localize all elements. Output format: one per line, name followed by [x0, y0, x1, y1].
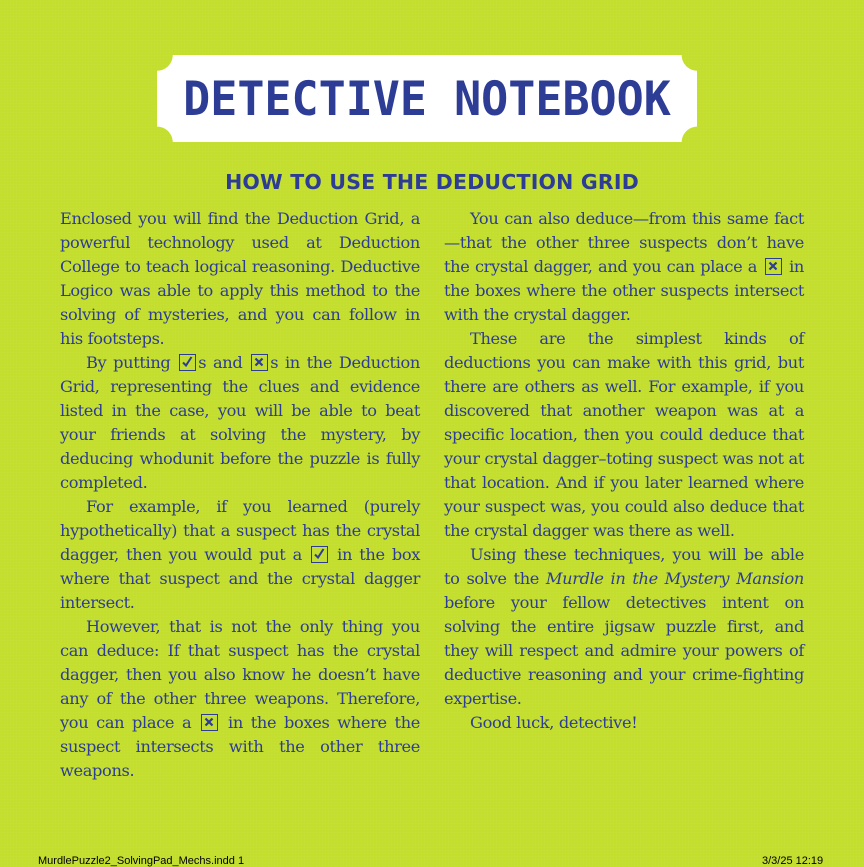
paragraph-example: For example, if you learned (purely hypothetically) that a suspect has the crystal dagger, then you would put a in the box where that suspect and the crystal dagger intersect.	[60, 497, 421, 612]
page-title: DETECTIVE NOTEBOOK	[183, 70, 671, 127]
paragraph-intro: Enclosed you will find the Deduction Grid, a powerful technology used at Deduction College to teach logical reasoning. Deductive Logico was able to apply this method to the solving of mysteries, and you can follow in his footsteps.	[60, 209, 420, 348]
right-column	[444, 207, 804, 735]
x-box-icon	[251, 354, 268, 371]
section-heading: HOW TO USE THE DEDUCTION GRID	[225, 170, 639, 194]
x-box-icon	[201, 714, 218, 731]
footer-timestamp: 3/3/25 12:19	[762, 855, 824, 867]
paragraph-deduce: However, that is not the only thing you can deduce: If that suspect has the crystal dagger, then you also know he doesn’t have any of the other three weapons. Therefore, you can place a in the boxes where the suspect intersects with the other three weapons.	[60, 617, 420, 780]
left-column	[60, 207, 420, 783]
paragraph-marks: By putting s and s in the Deduction Grid, representing the clues and evidence listed in the case, you will be able to beat your friends at solving the mystery, by deducing whodunit before the puzzle is fully completed.	[60, 353, 421, 492]
paragraph-techniques: Using these techniques, you will be able to solve the Murdle in the Mystery Mansion before your fellow detectives intent on solving the entire jigsaw puzzle first, and they will respect and admire your powers of deductive reasoning and your crime-fighting expertise.	[444, 545, 804, 708]
paragraph-simplest: These are the simplest kinds of deductions you can make with this grid, but there are others as well. For example, if you discovered that another weapon was at a specific location, then you could deduce that your crystal dagger–toting suspect was not at that location. And if you later learned where your suspect was, you could also deduce that the crystal dagger was there as well.	[444, 329, 804, 540]
x-box-icon	[765, 258, 782, 275]
paragraph-also-deduce: You can also deduce—from this same fact—that the other three suspects don’t have the crystal dagger, and you can place a in the boxes where the other suspects intersect with the crystal dagger.	[444, 209, 804, 324]
check-box-icon	[311, 546, 328, 563]
footer-file-name: MurdlePuzzle2_SolvingPad_Mechs.indd 1	[38, 855, 245, 867]
book-title: Murdle in the Mystery Mansion	[545, 569, 804, 588]
check-box-icon	[179, 354, 196, 371]
paragraph-good-luck: Good luck, detective!	[470, 713, 638, 732]
